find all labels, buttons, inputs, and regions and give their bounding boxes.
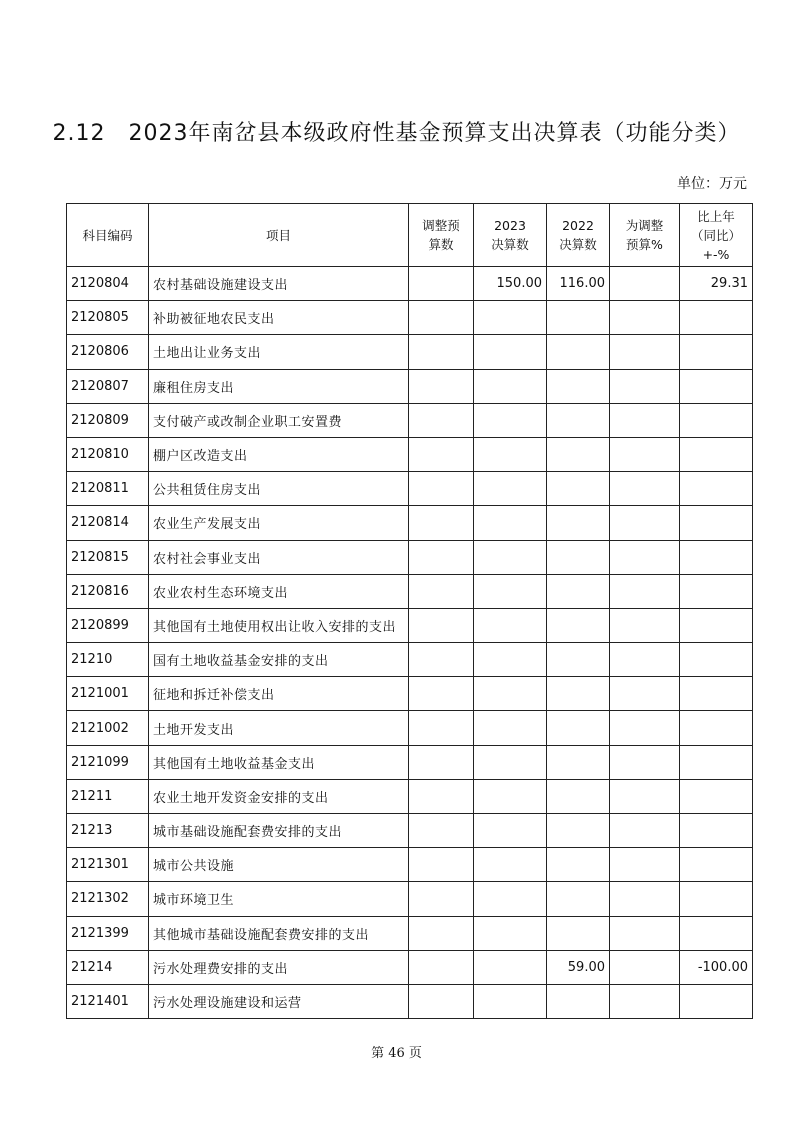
- cell-yoy: 29.31: [680, 267, 753, 301]
- cell-2022-final: [547, 437, 610, 471]
- cell-2022-final: [547, 677, 610, 711]
- cell-2023-final: [474, 574, 547, 608]
- cell-code: 2120807: [67, 369, 149, 403]
- cell-2023-final: [474, 882, 547, 916]
- cell-item-name: 土地出让业务支出: [149, 335, 409, 369]
- cell-2023-final: [474, 916, 547, 950]
- table-row: [67, 472, 753, 506]
- cell-yoy: [680, 369, 753, 403]
- cell-pct-of-budget: [610, 745, 680, 779]
- cell-pct-of-budget: [610, 677, 680, 711]
- cell-item-name: 城市基础设施配套费安排的支出: [149, 814, 409, 848]
- table-row: [67, 301, 753, 335]
- cell-pct-of-budget: [610, 848, 680, 882]
- table-header-row: [67, 204, 753, 267]
- cell-item-name: 污水处理费安排的支出: [149, 950, 409, 984]
- cell-adjusted-budget: [409, 916, 474, 950]
- cell-pct-of-budget: [610, 814, 680, 848]
- cell-2022-final: [547, 779, 610, 813]
- cell-yoy: [680, 335, 753, 369]
- cell-pct-of-budget: [610, 643, 680, 677]
- cell-pct-of-budget: [610, 608, 680, 642]
- table-row: [67, 574, 753, 608]
- cell-2022-final: [547, 608, 610, 642]
- table-row: [67, 403, 753, 437]
- cell-item-name: 其他城市基础设施配套费安排的支出: [149, 916, 409, 950]
- header-line: 2022: [562, 218, 594, 233]
- cell-2023-final: [474, 437, 547, 471]
- cell-item-name: 城市环境卫生: [149, 882, 409, 916]
- col-2023-final-header: [474, 204, 547, 267]
- cell-item-name: 公共租赁住房支出: [149, 472, 409, 506]
- cell-2022-final: [547, 711, 610, 745]
- table-row: [67, 267, 753, 301]
- cell-2023-final: [474, 984, 547, 1018]
- table-row: [67, 745, 753, 779]
- cell-2022-final: [547, 335, 610, 369]
- cell-code: 2121002: [67, 711, 149, 745]
- cell-code: 2120809: [67, 403, 149, 437]
- cell-item-name: 土地开发支出: [149, 711, 409, 745]
- cell-2023-final: [474, 814, 547, 848]
- cell-adjusted-budget: [409, 745, 474, 779]
- cell-item-name: 农村基础设施建设支出: [149, 267, 409, 301]
- cell-code: 21210: [67, 643, 149, 677]
- cell-2022-final: 59.00: [547, 950, 610, 984]
- cell-yoy: [680, 848, 753, 882]
- col-name-header: [149, 204, 409, 267]
- cell-2022-final: [547, 814, 610, 848]
- cell-code: 21213: [67, 814, 149, 848]
- cell-yoy: [680, 779, 753, 813]
- cell-code: 2121301: [67, 848, 149, 882]
- cell-pct-of-budget: [610, 369, 680, 403]
- cell-pct-of-budget: [610, 574, 680, 608]
- table-row: [67, 711, 753, 745]
- cell-item-name: 征地和拆迁补偿支出: [149, 677, 409, 711]
- table-row: [67, 335, 753, 369]
- cell-yoy: [680, 677, 753, 711]
- header-line: 算数: [428, 237, 454, 252]
- cell-yoy: [680, 643, 753, 677]
- budget-table: [66, 203, 753, 1019]
- cell-2023-final: [474, 643, 547, 677]
- cell-code: 2120806: [67, 335, 149, 369]
- cell-adjusted-budget: [409, 608, 474, 642]
- cell-pct-of-budget: [610, 779, 680, 813]
- cell-pct-of-budget: [610, 335, 680, 369]
- cell-code: 21214: [67, 950, 149, 984]
- cell-adjusted-budget: [409, 335, 474, 369]
- cell-adjusted-budget: [409, 711, 474, 745]
- cell-2022-final: [547, 301, 610, 335]
- header-line: 决算数: [491, 237, 529, 252]
- cell-code: 2121302: [67, 882, 149, 916]
- cell-2022-final: [547, 574, 610, 608]
- cell-yoy: [680, 882, 753, 916]
- cell-2023-final: [474, 403, 547, 437]
- cell-yoy: [680, 540, 753, 574]
- cell-2022-final: [547, 916, 610, 950]
- cell-2023-final: 150.00: [474, 267, 547, 301]
- cell-code: 2120805: [67, 301, 149, 335]
- header-line: 预算%: [626, 237, 663, 252]
- table-row: [67, 540, 753, 574]
- cell-yoy: [680, 472, 753, 506]
- table-row: [67, 779, 753, 813]
- cell-item-name: 国有土地收益基金安排的支出: [149, 643, 409, 677]
- table-row: [67, 369, 753, 403]
- cell-pct-of-budget: [610, 437, 680, 471]
- cell-item-name: 污水处理设施建设和运营: [149, 984, 409, 1018]
- cell-yoy: -100.00: [680, 950, 753, 984]
- page-title: 2.12 2023年南岔县本级政府性基金预算支出决算表（功能分类）: [52, 121, 741, 146]
- table-row: [67, 916, 753, 950]
- cell-2023-final: [474, 848, 547, 882]
- col-pct-of-budget-header: [610, 204, 680, 267]
- table-body: [67, 267, 753, 1019]
- cell-2023-final: [474, 301, 547, 335]
- cell-2023-final: [474, 677, 547, 711]
- cell-yoy: [680, 984, 753, 1018]
- header-line: 决算数: [559, 237, 597, 252]
- cell-code: 21211: [67, 779, 149, 813]
- cell-yoy: [680, 437, 753, 471]
- cell-item-name: 城市公共设施: [149, 848, 409, 882]
- table-row: [67, 437, 753, 471]
- cell-item-name: 其他国有土地使用权出让收入安排的支出: [149, 608, 409, 642]
- cell-code: 2120804: [67, 267, 149, 301]
- cell-adjusted-budget: [409, 369, 474, 403]
- cell-code: 2120815: [67, 540, 149, 574]
- cell-2022-final: [547, 369, 610, 403]
- cell-yoy: [680, 506, 753, 540]
- cell-adjusted-budget: [409, 950, 474, 984]
- cell-code: 2121401: [67, 984, 149, 1018]
- table-row: [67, 848, 753, 882]
- cell-adjusted-budget: [409, 437, 474, 471]
- table-row: [67, 814, 753, 848]
- cell-2023-final: [474, 711, 547, 745]
- cell-adjusted-budget: [409, 574, 474, 608]
- cell-yoy: [680, 711, 753, 745]
- cell-item-name: 廉租住房支出: [149, 369, 409, 403]
- cell-2023-final: [474, 779, 547, 813]
- header-line: （同比）: [690, 227, 741, 243]
- cell-2022-final: [547, 848, 610, 882]
- table-row: [67, 506, 753, 540]
- cell-pct-of-budget: [610, 301, 680, 335]
- cell-adjusted-budget: [409, 848, 474, 882]
- cell-adjusted-budget: [409, 540, 474, 574]
- cell-2023-final: [474, 745, 547, 779]
- table-row: [67, 882, 753, 916]
- cell-item-name: 农村社会事业支出: [149, 540, 409, 574]
- cell-code: 2121099: [67, 745, 149, 779]
- table-row: [67, 643, 753, 677]
- cell-code: 2120816: [67, 574, 149, 608]
- cell-pct-of-budget: [610, 882, 680, 916]
- cell-adjusted-budget: [409, 677, 474, 711]
- cell-pct-of-budget: [610, 916, 680, 950]
- cell-2023-final: [474, 540, 547, 574]
- cell-adjusted-budget: [409, 506, 474, 540]
- cell-pct-of-budget: [610, 506, 680, 540]
- cell-2022-final: [547, 984, 610, 1018]
- table-row: [67, 608, 753, 642]
- cell-pct-of-budget: [610, 267, 680, 301]
- header-line: 调整预: [422, 218, 460, 233]
- cell-item-name: 农业生产发展支出: [149, 506, 409, 540]
- header-line: 科目编码: [82, 227, 133, 243]
- cell-pct-of-budget: [610, 472, 680, 506]
- cell-2023-final: [474, 950, 547, 984]
- cell-2023-final: [474, 369, 547, 403]
- cell-2022-final: [547, 403, 610, 437]
- col-adjusted-budget-header: [409, 204, 474, 267]
- header-line: +-%: [702, 246, 730, 262]
- cell-yoy: [680, 745, 753, 779]
- cell-item-name: 其他国有土地收益基金支出: [149, 745, 409, 779]
- cell-adjusted-budget: [409, 882, 474, 916]
- cell-2023-final: [474, 608, 547, 642]
- cell-yoy: [680, 916, 753, 950]
- cell-item-name: 棚户区改造支出: [149, 437, 409, 471]
- cell-pct-of-budget: [610, 711, 680, 745]
- cell-2022-final: [547, 643, 610, 677]
- cell-2022-final: [547, 506, 610, 540]
- header-line: 为调整: [625, 218, 664, 233]
- cell-item-name: 农业农村生态环境支出: [149, 574, 409, 608]
- table-row: [67, 984, 753, 1018]
- cell-code: 2120811: [67, 472, 149, 506]
- cell-adjusted-budget: [409, 779, 474, 813]
- col-yoy-header: [680, 204, 753, 267]
- cell-item-name: 补助被征地农民支出: [149, 301, 409, 335]
- cell-code: 2120810: [67, 437, 149, 471]
- cell-pct-of-budget: [610, 950, 680, 984]
- col-2022-final-header: [547, 204, 610, 267]
- cell-pct-of-budget: [610, 540, 680, 574]
- cell-adjusted-budget: [409, 814, 474, 848]
- cell-code: 2121001: [67, 677, 149, 711]
- cell-2022-final: [547, 472, 610, 506]
- unit-label: 单位：万元: [677, 176, 747, 192]
- cell-adjusted-budget: [409, 403, 474, 437]
- cell-2022-final: [547, 745, 610, 779]
- table-row: [67, 950, 753, 984]
- cell-code: 2121399: [67, 916, 149, 950]
- cell-adjusted-budget: [409, 643, 474, 677]
- cell-2022-final: [547, 882, 610, 916]
- col-code-header: [67, 204, 149, 267]
- cell-adjusted-budget: [409, 472, 474, 506]
- cell-code: 2120814: [67, 506, 149, 540]
- cell-item-name: 支付破产或改制企业职工安置费: [149, 403, 409, 437]
- cell-code: 2120899: [67, 608, 149, 642]
- cell-adjusted-budget: [409, 984, 474, 1018]
- cell-2023-final: [474, 472, 547, 506]
- cell-yoy: [680, 608, 753, 642]
- cell-adjusted-budget: [409, 267, 474, 301]
- cell-2022-final: 116.00: [547, 267, 610, 301]
- table-row: [67, 677, 753, 711]
- cell-2022-final: [547, 540, 610, 574]
- cell-item-name: 农业土地开发资金安排的支出: [149, 779, 409, 813]
- cell-pct-of-budget: [610, 984, 680, 1018]
- cell-2023-final: [474, 506, 547, 540]
- cell-2023-final: [474, 335, 547, 369]
- header-line: 比上年: [697, 208, 735, 224]
- cell-yoy: [680, 403, 753, 437]
- page-number: 第 46 页: [371, 1046, 422, 1061]
- header-line: 2023: [494, 218, 526, 233]
- cell-pct-of-budget: [610, 403, 680, 437]
- cell-yoy: [680, 814, 753, 848]
- cell-adjusted-budget: [409, 301, 474, 335]
- cell-yoy: [680, 574, 753, 608]
- header-line: 项目: [265, 227, 291, 243]
- cell-yoy: [680, 301, 753, 335]
